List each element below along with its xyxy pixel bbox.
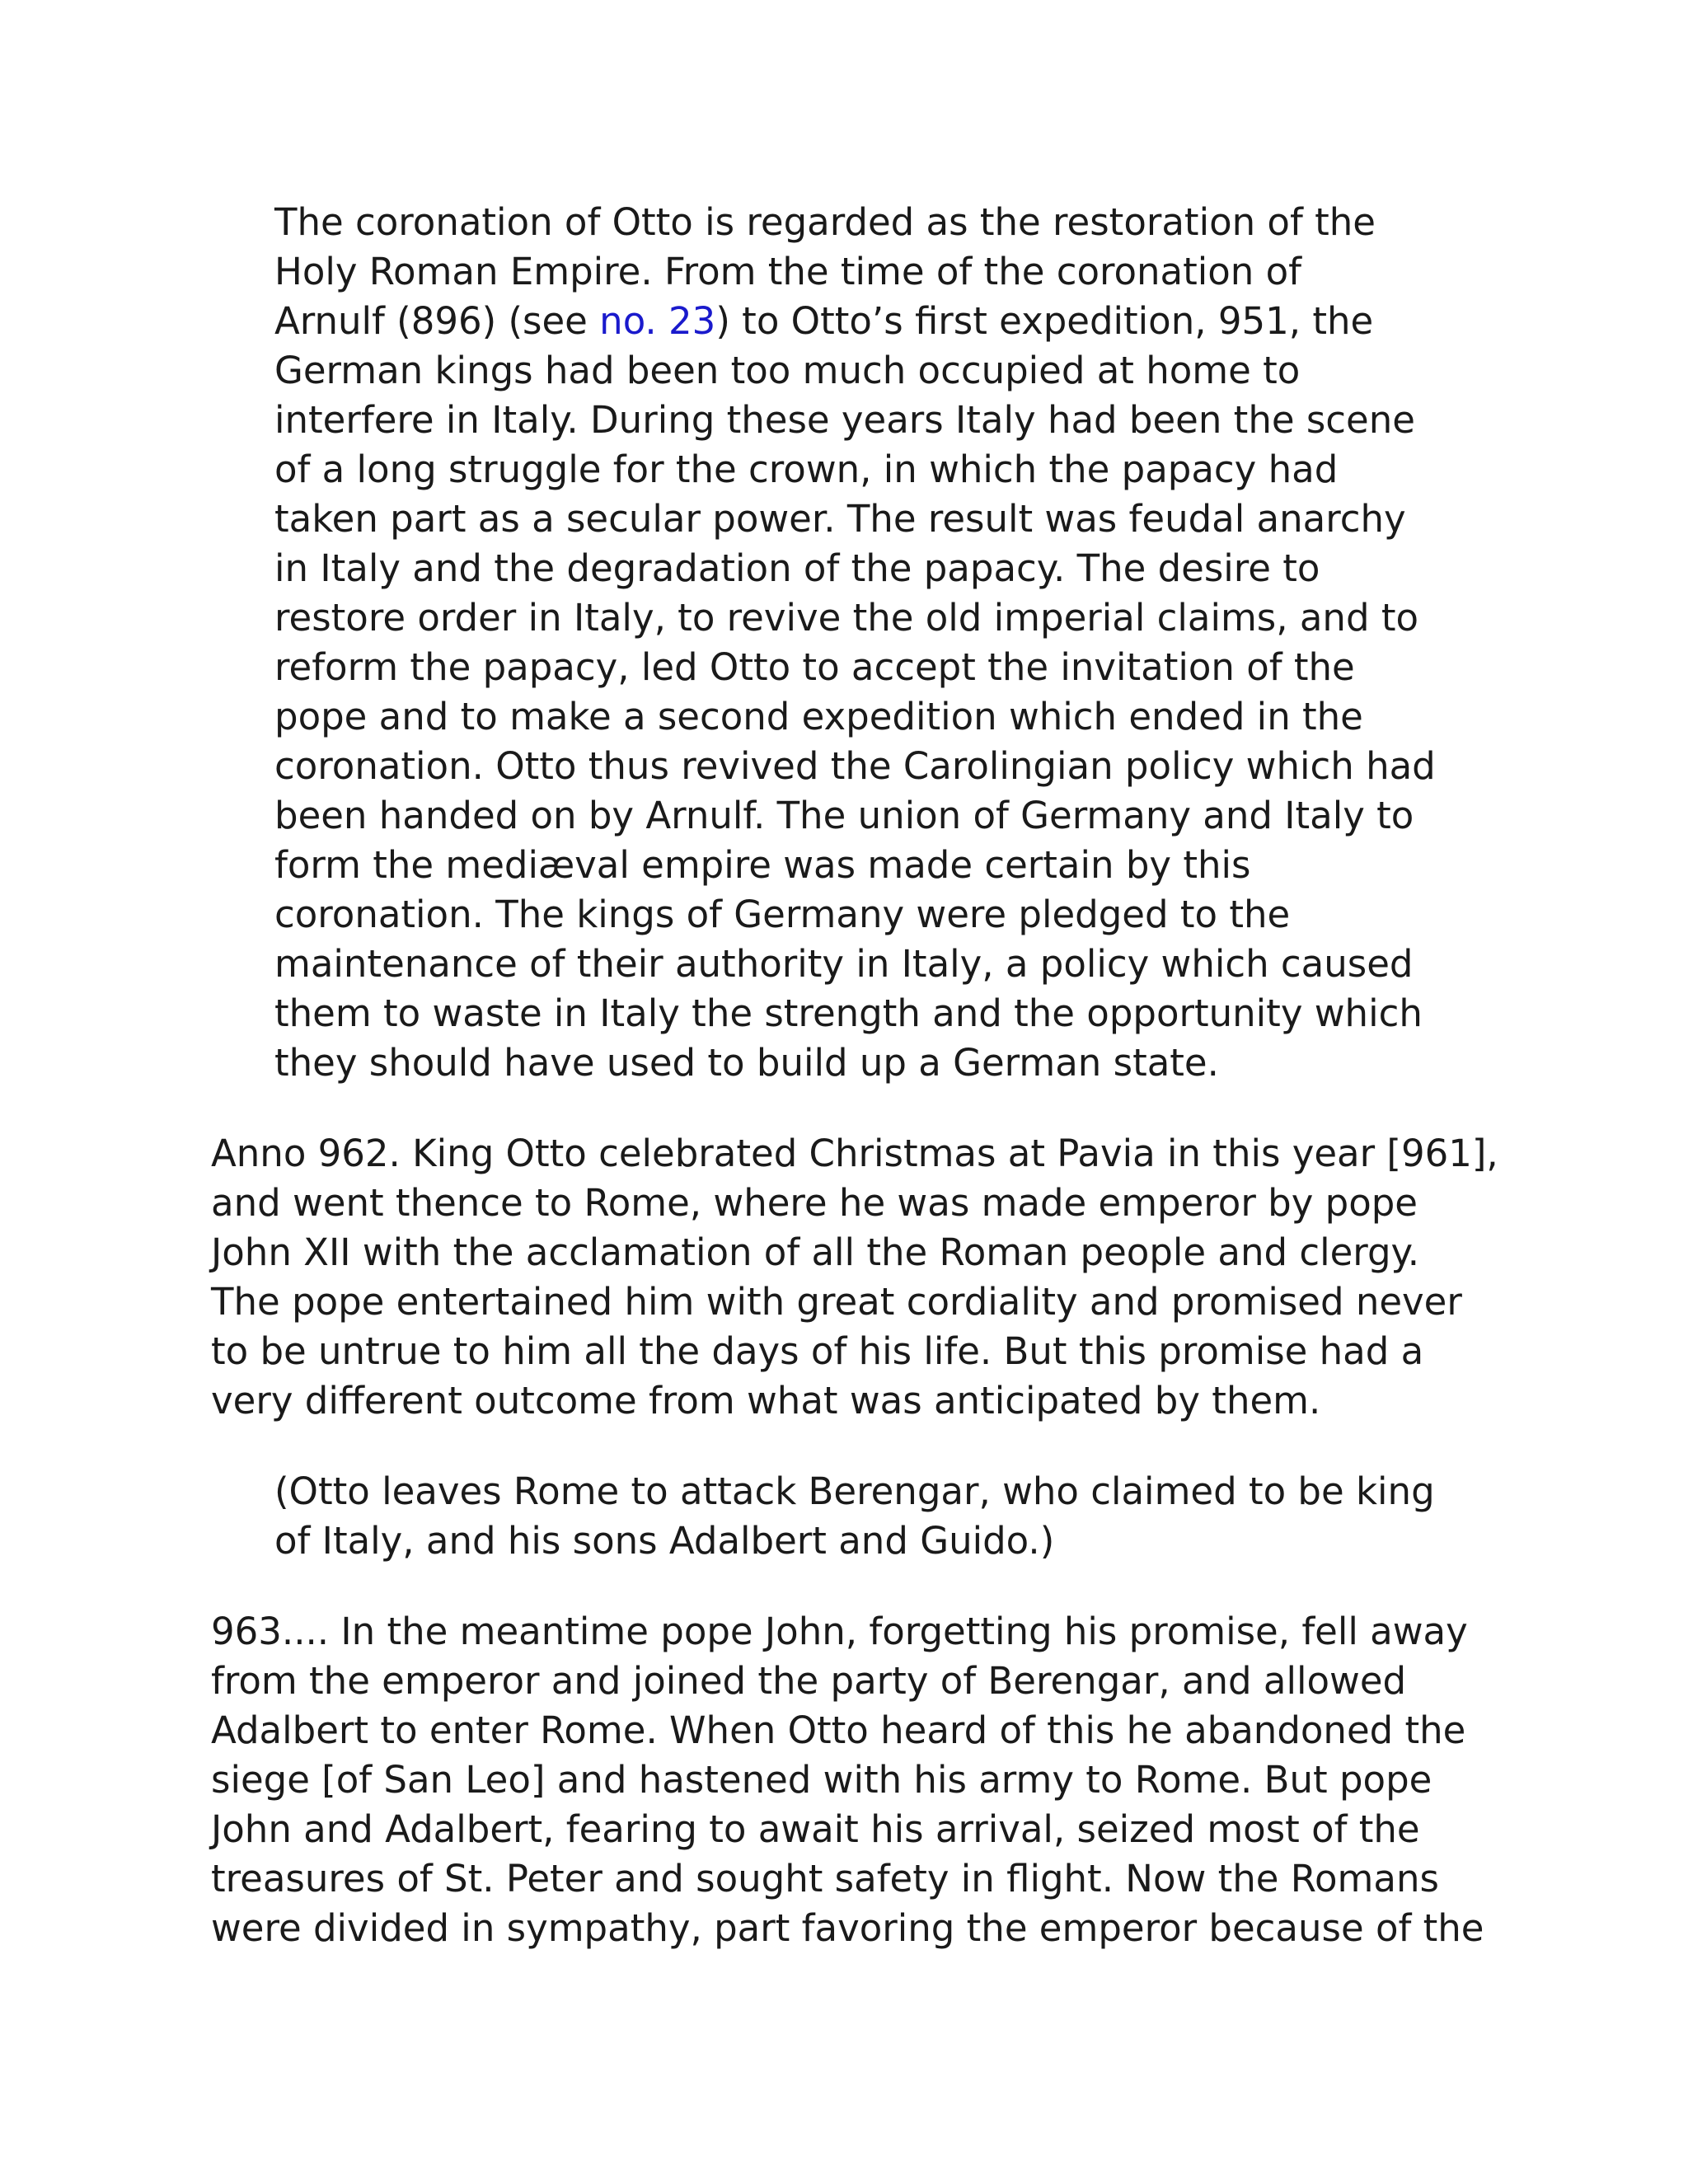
text-line: of Italy, and his sons Adalbert and Guido.) — [274, 1519, 1055, 1563]
text-line: coronation. Otto thus revived the Carolingian policy which had — [274, 744, 1436, 788]
text-line: of a long struggle for the crown, in which the papacy had — [274, 448, 1339, 491]
text-line: German kings had been too much occupied at home to — [274, 349, 1301, 392]
text-line: restore order in Italy, to revive the old imperial claims, and to — [274, 596, 1418, 640]
text-line: in Italy and the degradation of the papacy. The desire to — [274, 546, 1320, 590]
text-line: from the emperor and joined the party of Berengar, and allowed — [211, 1659, 1407, 1703]
text-segment: Arnulf (896) (see — [274, 299, 600, 343]
text-segment: ) to Otto’s first expedition, 951, the — [715, 299, 1374, 343]
text-line: taken part as a secular power. The result was feudal anarchy — [274, 497, 1406, 541]
text-line: them to waste in Italy the strength and the opportunity which — [274, 991, 1423, 1035]
text-line: treasures of St. Peter and sought safety in flight. Now the Romans — [211, 1857, 1439, 1900]
text-line: form the mediæval empire was made certain by this — [274, 843, 1251, 887]
text-line: Anno 962. King Otto celebrated Christmas at Pavia in this year [961], — [211, 1132, 1498, 1175]
text-line: interfere in Italy. During these years Italy had been the scene — [274, 398, 1415, 442]
text-line: were divided in sympathy, part favoring the emperor because of the — [211, 1906, 1484, 1950]
reference-link-no-23[interactable]: no. 23 — [599, 299, 716, 343]
text-line: reform the papacy, led Otto to accept the invitation of the — [274, 645, 1355, 689]
text-line: John XII with the acclamation of all the Roman people and clergy. — [211, 1230, 1420, 1274]
text-line: Adalbert to enter Rome. When Otto heard of this he abandoned the — [211, 1708, 1466, 1752]
text-line: very different outcome from what was anticipated by them. — [211, 1379, 1321, 1422]
text-line: The coronation of Otto is regarded as the restoration of the — [274, 200, 1376, 244]
text-line: 963.... In the meantime pope John, forgetting his promise, fell away — [211, 1610, 1468, 1653]
aside-paragraph — [274, 1467, 1435, 1566]
text-line: Holy Roman Empire. From the time of the coronation of — [274, 250, 1302, 293]
anno-962-paragraph — [211, 1129, 1498, 1426]
text-line: siege [of San Leo] and hastened with his army to Rome. But pope — [211, 1758, 1432, 1802]
text-line: they should have used to build up a German state. — [274, 1041, 1219, 1085]
text-line: been handed on by Arnulf. The union of Germany and Italy to — [274, 794, 1414, 837]
text-line: and went thence to Rome, where he was made emperor by pope — [211, 1181, 1418, 1225]
coronation-note-paragraph — [274, 198, 1436, 1088]
text-line: (Otto leaves Rome to attack Berengar, who claimed to be king — [274, 1469, 1435, 1513]
text-line: maintenance of their authority in Italy, a policy which caused — [274, 942, 1414, 986]
text-line: John and Adalbert, fearing to await his arrival, seized most of the — [211, 1807, 1420, 1851]
anno-963-paragraph — [211, 1607, 1484, 1953]
text-line: pope and to make a second expedition which ended in the — [274, 695, 1363, 738]
text-line: to be untrue to him all the days of his life. But this promise had a — [211, 1329, 1424, 1373]
text-line — [274, 297, 1436, 346]
text-line: The pope entertained him with great cordiality and promised never — [211, 1280, 1462, 1324]
text-line: coronation. The kings of Germany were pledged to the — [274, 893, 1291, 936]
